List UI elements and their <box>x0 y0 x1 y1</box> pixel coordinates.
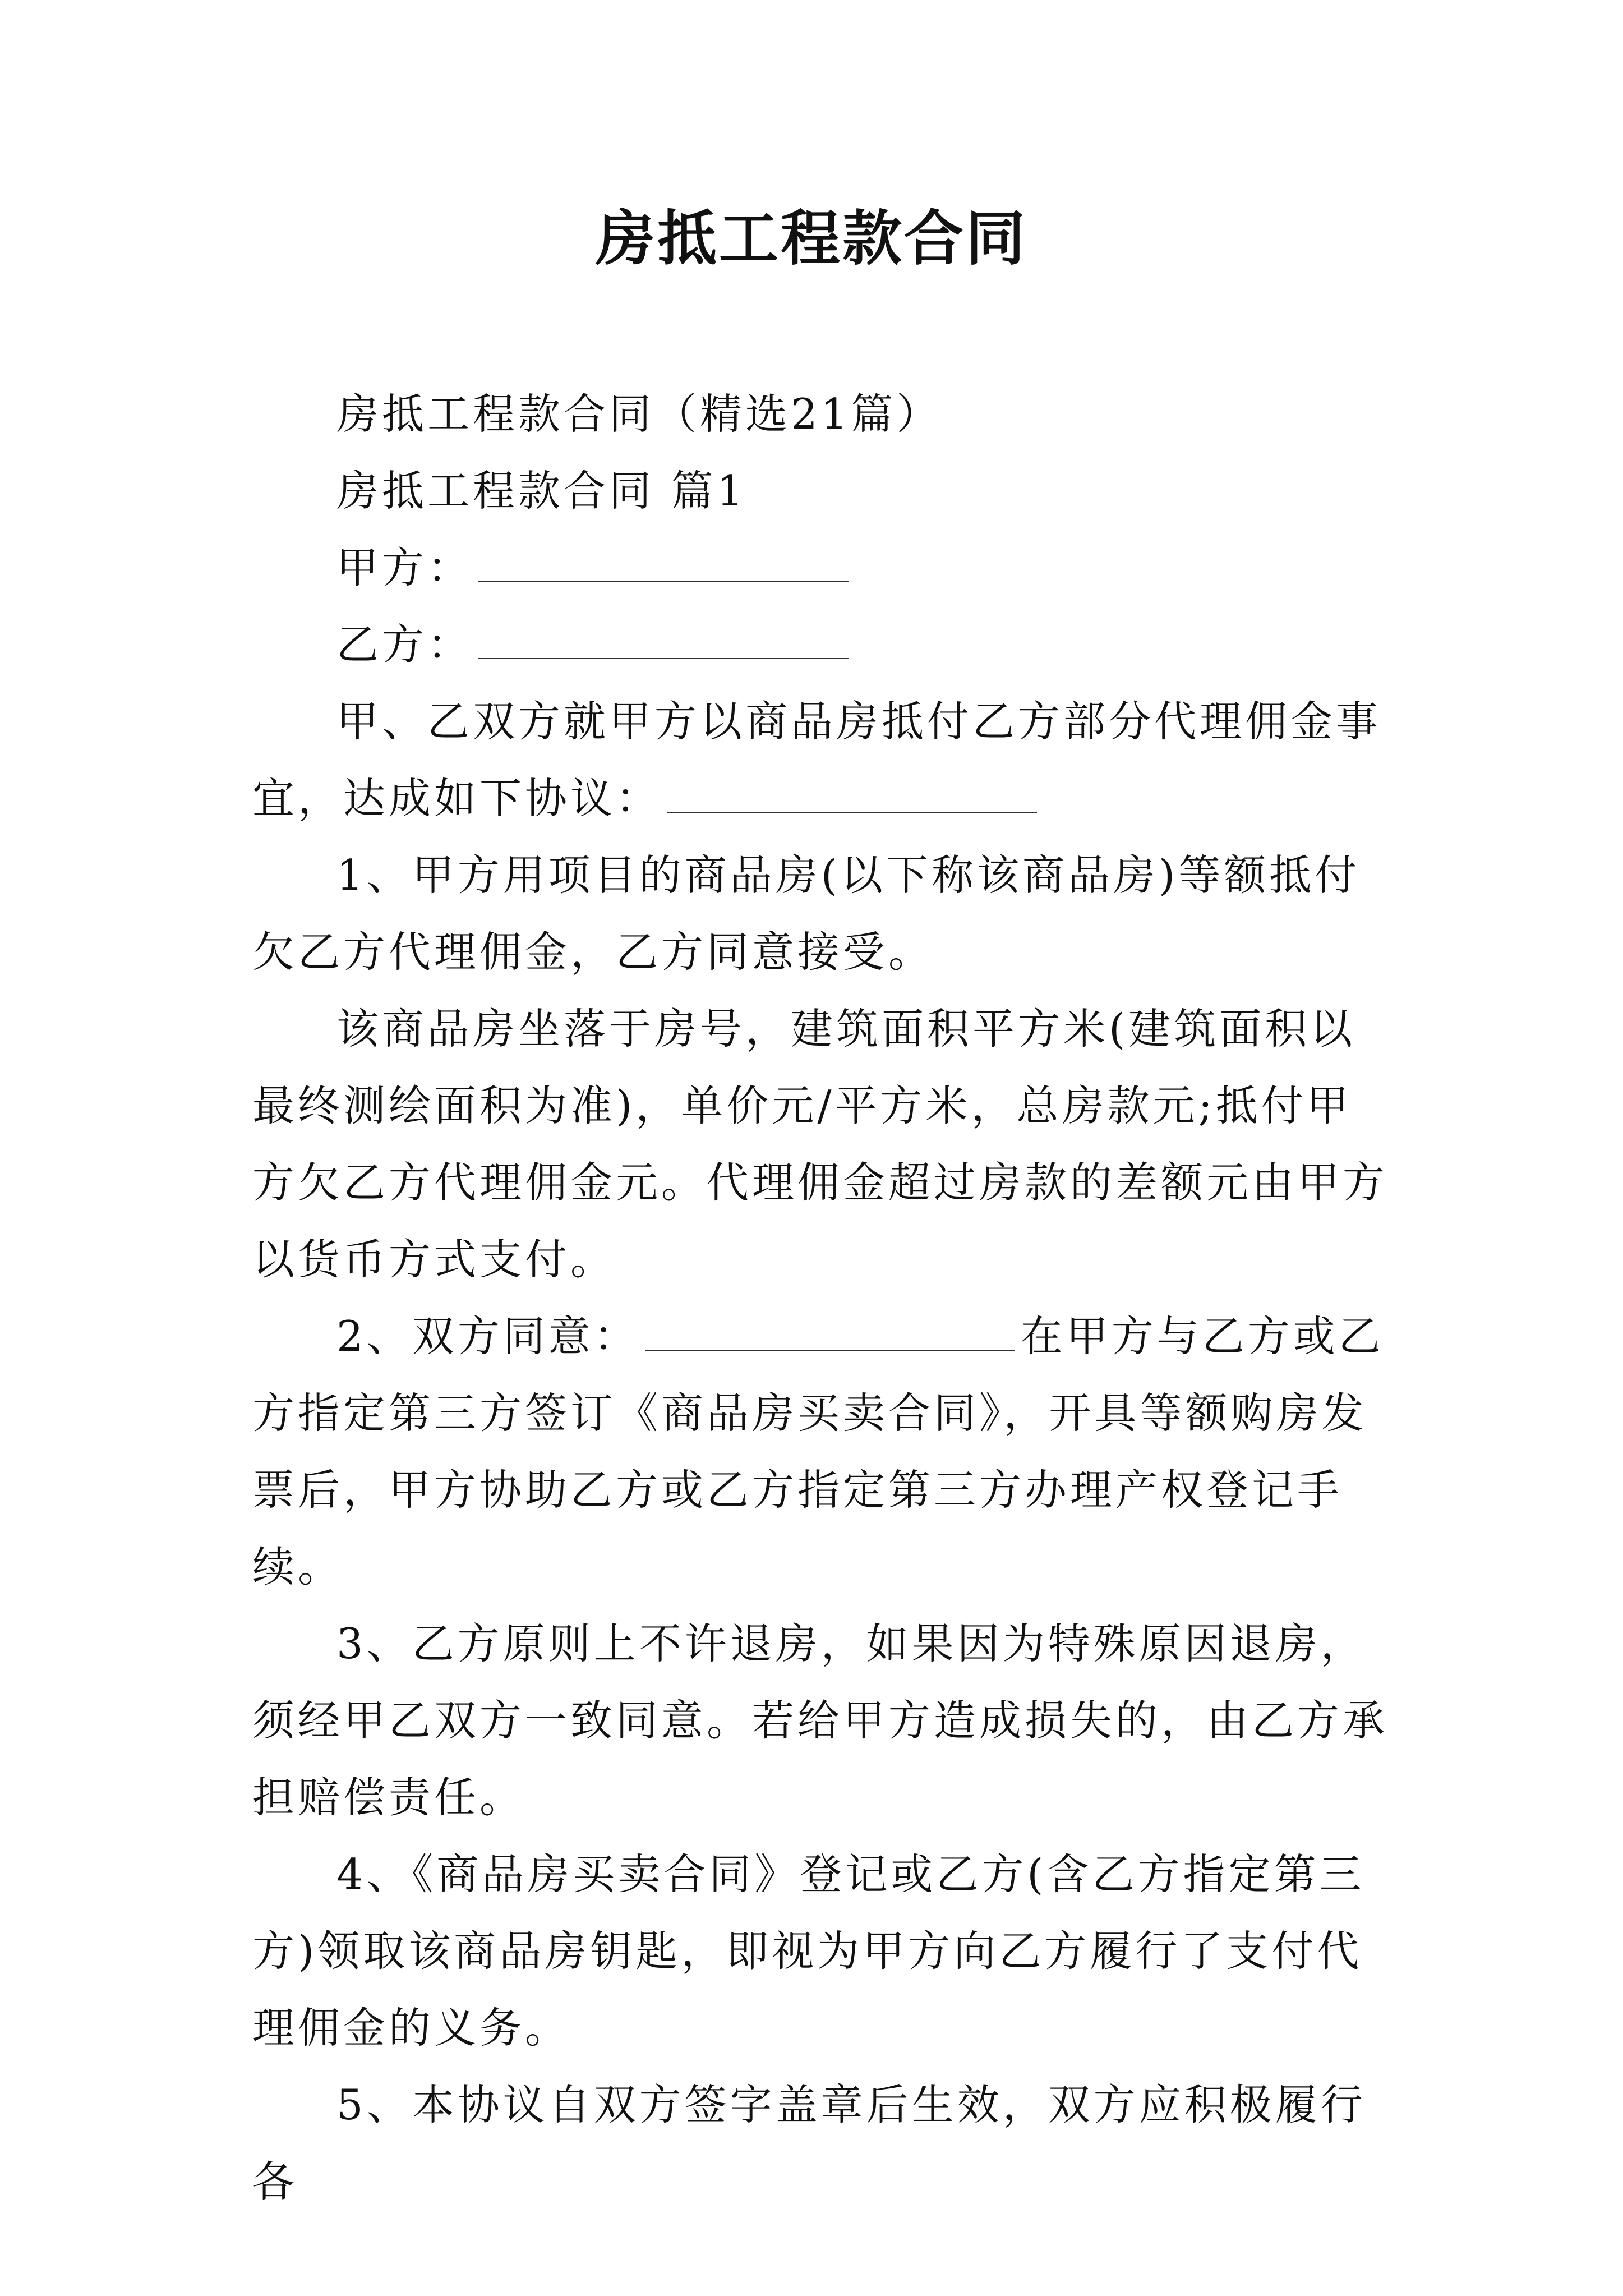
clause-1: 1、甲方用项目的商品房(以下称该商品房)等额抵付欠乙方代理佣金，乙方同意接受。 <box>252 850 1361 977</box>
clause-2-start: 2、双方同意： <box>336 1312 639 1361</box>
party-b-line <box>252 606 1391 683</box>
clause-5: 5、本协议自双方签字盖章后生效，双方应积极履行各 <box>252 2080 1366 2206</box>
party-b-blank <box>478 624 849 659</box>
party-a-line <box>252 530 1391 606</box>
party-b-label: 乙方： <box>336 620 473 669</box>
document-body <box>252 376 1391 2220</box>
party-a-label: 甲方： <box>336 543 473 592</box>
document-subtitle: 房抵工程款合同（精选21篇） <box>336 389 942 439</box>
section-heading: 房抵工程款合同 篇1 <box>336 466 747 516</box>
party-a-blank <box>478 547 849 582</box>
clause-4: 4、《商品房买卖合同》登记或乙方(含乙方指定第三方)领取该商品房钥匙，即视为甲方向乙方履行了支付代理佣金的义务。 <box>252 1849 1365 2053</box>
intro-paragraph <box>252 683 1391 837</box>
intro-text: 甲、乙双方就甲方以商品房抵付乙方部分代理佣金事宜，达成如下协议： <box>252 697 1382 823</box>
clause-2 <box>252 1298 1391 1605</box>
clause-2-blank <box>645 1316 1015 1351</box>
document-title: 房抵工程款合同 <box>596 203 1027 273</box>
clause-1-detail: 该商品房坐落于房号，建筑面积平方米(建筑面积以最终测绘面积为准)，单价元/平方米，总房款元;抵付甲方欠乙方代理佣金元。代理佣金超过房款的差额元由甲方以货币方式支付。 <box>252 1004 1389 1284</box>
intro-blank <box>667 778 1037 813</box>
clause-3: 3、乙方原则上不许退房，如果因为特殊原因退房，须经甲乙双方一致同意。若给甲方造成损失的，由乙方承担赔偿责任。 <box>252 1619 1389 1822</box>
clause-2-end: 在甲方与乙方或乙方指定第三方签订《商品房买卖合同》，开具等额购房发票后，甲方协助乙方或乙方指定第三方办理产权登记手续。 <box>252 1312 1384 1591</box>
